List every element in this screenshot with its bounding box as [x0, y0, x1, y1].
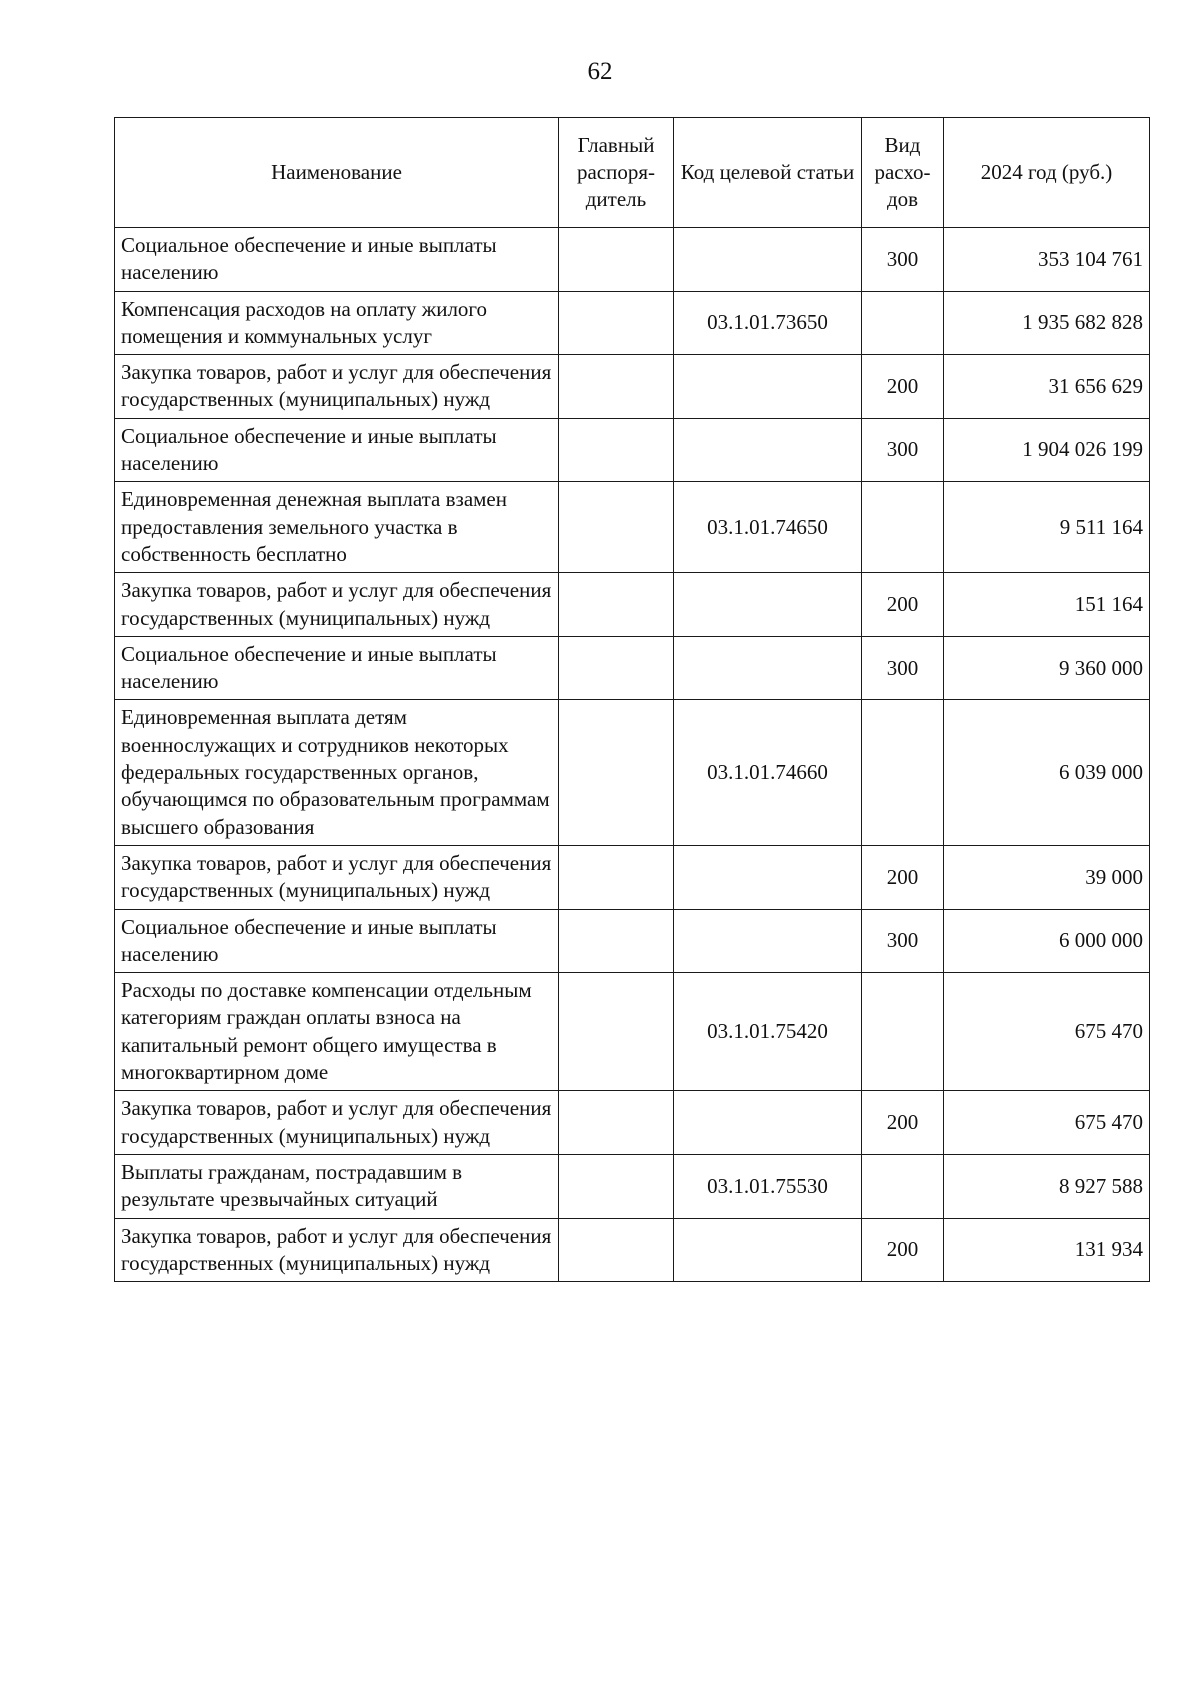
- table-row: [115, 1218, 1150, 1282]
- table-row: [115, 909, 1150, 973]
- cell-admin: [559, 228, 674, 292]
- header-code: Код целевой статьи: [674, 118, 862, 228]
- cell-name: Социальное обеспечение и иные выплаты населению: [115, 636, 559, 700]
- cell-name: Социальное обеспечение и иные выплаты населению: [115, 228, 559, 292]
- cell-name: Закупка товаров, работ и услуг для обеспечения государственных (муниципальных) нужд: [115, 573, 559, 637]
- table-row: [115, 228, 1150, 292]
- cell-amount: 6 000 000: [944, 909, 1150, 973]
- table-row: [115, 845, 1150, 909]
- cell-admin: [559, 1154, 674, 1218]
- cell-name: Закупка товаров, работ и услуг для обеспечения государственных (муниципальных) нужд: [115, 845, 559, 909]
- cell-kind: 200: [862, 1218, 944, 1282]
- cell-kind: 200: [862, 355, 944, 419]
- cell-admin: [559, 973, 674, 1091]
- cell-kind: [862, 1154, 944, 1218]
- cell-name: Закупка товаров, работ и услуг для обеспечения государственных (муниципальных) нужд: [115, 1218, 559, 1282]
- cell-amount: 8 927 588: [944, 1154, 1150, 1218]
- cell-name: Закупка товаров, работ и услуг для обеспечения государственных (муниципальных) нужд: [115, 1091, 559, 1155]
- cell-name: Социальное обеспечение и иные выплаты населению: [115, 418, 559, 482]
- cell-admin: [559, 845, 674, 909]
- cell-kind: [862, 291, 944, 355]
- cell-admin: [559, 291, 674, 355]
- cell-admin: [559, 355, 674, 419]
- cell-admin: [559, 700, 674, 845]
- table-row: [115, 482, 1150, 573]
- cell-code: 03.1.01.75530: [674, 1154, 862, 1218]
- header-kind: Вид расхо-дов: [862, 118, 944, 228]
- table-row: [115, 700, 1150, 845]
- table-row: [115, 291, 1150, 355]
- cell-amount: 675 470: [944, 1091, 1150, 1155]
- header-name: Наименование: [115, 118, 559, 228]
- cell-kind: 300: [862, 636, 944, 700]
- table-row: [115, 573, 1150, 637]
- table-header-row: [115, 118, 1150, 228]
- cell-amount: 353 104 761: [944, 228, 1150, 292]
- cell-code: [674, 228, 862, 292]
- cell-amount: 9 360 000: [944, 636, 1150, 700]
- cell-code: [674, 418, 862, 482]
- cell-kind: [862, 482, 944, 573]
- cell-amount: 131 934: [944, 1218, 1150, 1282]
- page-number: 62: [587, 58, 613, 85]
- cell-code: [674, 1091, 862, 1155]
- cell-name: Расходы по доставке компенсации отдельным категориям граждан оплаты взноса на капитальный ремонт общего имущества в многоквартирном доме: [115, 973, 559, 1091]
- cell-kind: 200: [862, 845, 944, 909]
- cell-admin: [559, 636, 674, 700]
- table-row: [115, 636, 1150, 700]
- cell-kind: [862, 973, 944, 1091]
- cell-admin: [559, 418, 674, 482]
- cell-code: 03.1.01.73650: [674, 291, 862, 355]
- cell-amount: 675 470: [944, 973, 1150, 1091]
- budget-table: [114, 117, 1150, 1282]
- cell-admin: [559, 909, 674, 973]
- table-row: [115, 1091, 1150, 1155]
- cell-kind: 200: [862, 573, 944, 637]
- cell-name: Компенсация расходов на оплату жилого помещения и коммунальных услуг: [115, 291, 559, 355]
- table-row: [115, 1154, 1150, 1218]
- cell-name: Социальное обеспечение и иные выплаты населению: [115, 909, 559, 973]
- cell-kind: [862, 700, 944, 845]
- header-amount: 2024 год (руб.): [944, 118, 1150, 228]
- cell-kind: 300: [862, 418, 944, 482]
- cell-name: Выплаты гражданам, пострадавшим в результате чрезвычайных ситуаций: [115, 1154, 559, 1218]
- table-row: [115, 418, 1150, 482]
- cell-name: Единовременная выплата детям военнослужащих и сотрудников некоторых федеральных государственных органов, обучающимся по образовательным программам высшего образования: [115, 700, 559, 845]
- cell-code: [674, 845, 862, 909]
- table-body: [115, 228, 1150, 1282]
- cell-code: [674, 636, 862, 700]
- cell-kind: 300: [862, 909, 944, 973]
- table-row: [115, 355, 1150, 419]
- cell-name: Закупка товаров, работ и услуг для обеспечения государственных (муниципальных) нужд: [115, 355, 559, 419]
- cell-code: 03.1.01.74650: [674, 482, 862, 573]
- cell-code: [674, 573, 862, 637]
- cell-kind: 300: [862, 228, 944, 292]
- cell-admin: [559, 1091, 674, 1155]
- cell-amount: 1 904 026 199: [944, 418, 1150, 482]
- cell-kind: 200: [862, 1091, 944, 1155]
- cell-admin: [559, 1218, 674, 1282]
- cell-code: 03.1.01.74660: [674, 700, 862, 845]
- cell-admin: [559, 482, 674, 573]
- cell-code: 03.1.01.75420: [674, 973, 862, 1091]
- cell-amount: 151 164: [944, 573, 1150, 637]
- table-row: [115, 973, 1150, 1091]
- cell-amount: 1 935 682 828: [944, 291, 1150, 355]
- header-admin: Главный распоря-дитель: [559, 118, 674, 228]
- cell-admin: [559, 573, 674, 637]
- cell-amount: 9 511 164: [944, 482, 1150, 573]
- cell-code: [674, 355, 862, 419]
- cell-amount: 31 656 629: [944, 355, 1150, 419]
- cell-amount: 39 000: [944, 845, 1150, 909]
- cell-amount: 6 039 000: [944, 700, 1150, 845]
- cell-code: [674, 909, 862, 973]
- cell-code: [674, 1218, 862, 1282]
- cell-name: Единовременная денежная выплата взамен предоставления земельного участка в собственность бесплатно: [115, 482, 559, 573]
